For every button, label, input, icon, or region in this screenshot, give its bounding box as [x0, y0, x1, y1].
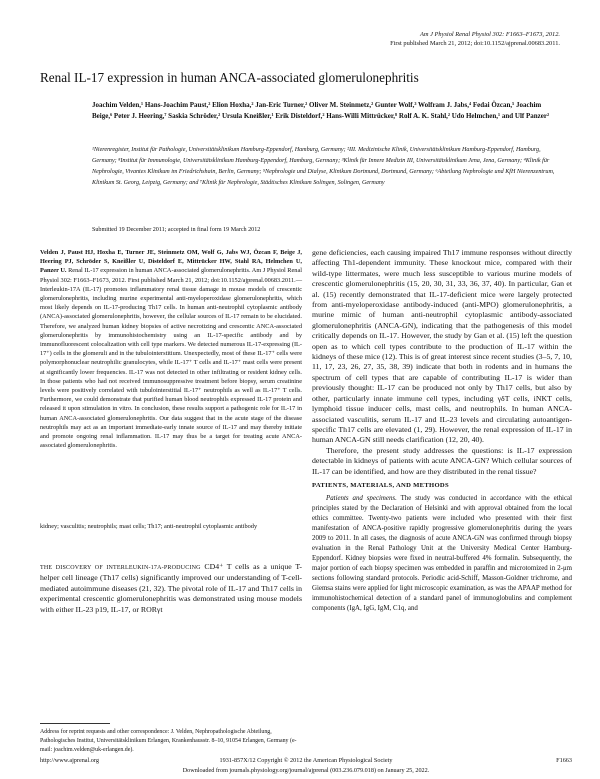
abstract — [40, 248, 302, 450]
abstract-citation-authors: Velden J, Paust HJ, Hoxha E, Turner JE, Steinmetz OM, Wolf G, Jabs WJ, Özcan F, Beige J, Heering PJ, Schröder S, Kneißler U, Disteldorf E, Mittrücker HW, Stahl RA, Helmchen U, Panzer U. — [40, 249, 302, 275]
intro-lead: THE DISCOVERY OF INTERLEUKIN-17A-PRODUCING — [40, 565, 201, 571]
intro-paragraph-2: Therefore, the present study addresses the questions: is IL-17 expression detectable in kidneys of patients with acute ANCA-GN? Which cellular sources of IL-17 can be identified, and how are they distributed in the renal tissue? — [312, 445, 572, 476]
abstract-body: Interleukin-17A (IL-17) promotes inflammatory renal tissue damage in mouse models of crescentic glomerulonephritis, including murine experimental anti-myeloperoxidase glomerulonephritis, which most likely depends on IL-17-producing Th17 cells. In human anti-neutrophil cytoplasmic antibody (ANCA)-associated glomerulonephritis, however, the cellular sources of IL-17 remain to be elucidated. Therefore, we analyzed human kidney biopsies of active necrotizing and crescentic ANCA-associated glomerulonephritis by immunohistochemistry using an IL-17-specific antibody and by immunofluorescent colocalization with cell type markers. We detected numerous IL-17-expressing (IL-17⁺) cells in the glomeruli and in the tubulointerstitium. Unexpectedly, most of these IL-17⁺ cells were polymorphonuclear neutrophilic granulocytes, while IL-17⁺ T cells and IL-17⁺ mast cells were present at significantly lower frequencies. IL-17 was not detected in other infiltrating or resident kidney cells. In those patients who had not received immunosuppressive treatment before biopsy, serum creatinine levels were positively correlated with tubulointerstitial IL-17⁺ neutrophils as well as IL-17⁺ T cells. Furthermore, we could demonstrate that purified human blood neutrophils expressed IL-17 protein and released it upon stimulation in vitro. In conclusion, these results support a pathogenic role for IL-17 in human ANCA-associated glomerulonephritis. Our data suggest that in the acute stage of the disease neutrophils may act as an important immediate-early innate source of IL-17 and may thereby initiate and promote ongoing renal inflammation. IL-17 may thus be a target for treating acute ANCA-associated glomerulonephritis. — [40, 285, 302, 450]
intro-paragraph-1: gene deficiencies, each causing impaired Th17 immune responses without directly affecting Th1-dependent immunity. These knockout mice, compared with their wild-type littermates, were much less susceptible to various murine models of crescentic glomerulonephritis (15, 20, 30, 31, 33, 36, 37, 40). In particular, Gan et al. (15) recently demonstrated that IL-17-deficient mice were largely protected from anti-myeloperoxidase antibody-induced (anti-MPO) glomerulonephritis, a murine mimic of human anti-neutrophil cytoplasmic antibody-associated glomerulonephritis (ANCA-GN), indicating that the pathogenesis of this model critically depends on IL-17. However, the study by Gan et al. (15) left the question open as to which cell types contribute to the production of IL-17 within the kidneys of these mice (12). This is of great interest since recent studies (3–5, 7, 10, 11, 17, 23, 26, 27, 35, 38, 39) indicate that both in rodents and in humans the spectrum of cell types that are capable of contributing IL-17 is wider than previously thought: IL-17 can be produced not only by Th17 cells, but also by other, particularly innate immune cell types, including γδT cells, iNKT cells, lymphoid tissue inducer cells, mast cells, and neutrophils. In human ANCA-associated vasculitis, serum IL-17 and IL-23 levels and circulating autoantigen-specific Th17 cells are elevated (1, 29). However, the renal expression of IL-17 in human ANCA-GN still needs clarification (12, 20, 40). — [312, 248, 572, 445]
affiliations: ¹Nierenregister, Institut für Pathologie, Universitätsklinikum Hamburg-Eppendorf, Hamburg, Germany; ²III. Medizinische Klinik, Universitätsklinikum Hamburg-Eppendorf, Hamburg, Germany; ⁸Institut für Immunologie, Universitätsklinikum Hamburg-Eppendorf, Hamburg, Germany; ³Klinik für Innere Medizin III, Universitätsklinikum Jena, Jena, Germany; ⁴Klinik für Nephrologie, Vivantes Klinikum im Friedrichshain, Berlin, Germany; ⁵Nephrologie und Dialyse, Klinikum Dortmund, Dortmund, Germany; ⁶Abteilung Nephrologie und KfH Nierenzentrum, Klinikum St. Georg, Leipzig, Germany; and ⁷Klinik für Nephrologie, Städtisches Klinikum Solingen, Solingen, Germany — [92, 147, 555, 186]
intro-text: CD4⁺ T cells as a unique T-helper cell lineage (Th17 cells) significantly improved our understanding of T-cell-mediated autoimmune diseases (21, 32). The pivotal role of IL-17 and Th17 cells in experimental crescentic glomerulonephritis was demonstrated using mouse models with either IL-23 p19, IL-17, or RORγt — [40, 562, 302, 614]
methods-paragraph — [312, 494, 572, 614]
submission-dates: Submitted 19 December 2011; accepted in final form 19 March 2012 — [92, 227, 261, 233]
introduction — [40, 562, 302, 615]
journal-url[interactable]: http://www.ajprenal.org — [40, 757, 99, 764]
abstract-citation: Renal IL-17 expression in human ANCA-associated glomerulonephritis. Am J Physiol Renal Physiol 302: F1663–F1673, 2012. First published March 21, 2012; doi:10.1152/ajprenal.00683.2011.— — [40, 267, 302, 284]
methods-text: The study was conducted in accordance with the ethical principles stated by the Declaration of Helsinki and with approval obtained from the local ethics committee. Twenty-two patients were included who presented with their first manifestation of ANCA-positive rapidly progressive glomerulonephritis during the years 2009 to 2011. In all cases, the diagnosis of acute ANCA-GN was confirmed through biopsy evaluation in the Renal Pathology Unit at the University Medical Center Hamburg-Eppendorf. Kidney biopsies were fixed in neutral-buffered 4% formalin. Subsequently, the major portion of each biopsy specimen was embedded in paraffin and microtomized in 2-μm sections following standard protocols. Periodic acid-Schiff, Masson-Goldner trichrome, and Giemsa stains were applied for light microscopic examination, as was the APAAP method for immunohistochemical detection of a standard panel of immunoglobulins and complement components (IgA, IgG, IgM, C1q, and — [312, 495, 572, 613]
author-list: Joachim Velden,¹ Hans-Joachim Paust,² Elion Hoxha,² Jan-Eric Turner,² Oliver M. Steinmetz,² Gunter Wolf,³ Wolfram J. Jabs,⁴ Fedai Özcan,⁵ Joachim Beige,⁶ Peter J. Heering,⁷ Saskia Schröder,² Ursula Kneißler,¹ Erik Disteldorf,² Hans-Willi Mittrücker,⁸ Rolf A. K. Stahl,² Udo Helmchen,¹ and Ulf Panzer² — [92, 101, 550, 120]
copyright: 1931-857X/12 Copyright © 2012 the American Physiological Society — [219, 757, 393, 764]
first-published-doi: First published March 21, 2012; doi:10.1152/ajprenal.00683.2011. — [390, 40, 560, 47]
journal-citation: Am J Physiol Renal Physiol 302: F1663–F1673, 2012. — [419, 31, 560, 38]
footnote-divider — [40, 723, 110, 724]
methods-subheading: Patients and specimens. — [326, 495, 397, 503]
journal-header — [300, 30, 560, 48]
download-notice: Downloaded from journals.physiology.org/journal/ajprenal (003.236.079.018) on January 25, 2022. — [182, 767, 430, 774]
article-title: Renal IL-17 expression in human ANCA-associated glomerulonephritis — [40, 70, 419, 85]
page-number: F1663 — [556, 757, 572, 764]
right-column — [312, 248, 572, 614]
keywords: kidney; vasculitis; neutrophils; mast cells; Th17; anti-neutrophil cytoplasmic antibody — [40, 523, 258, 530]
methods-heading: PATIENTS, MATERIALS, AND METHODS — [312, 481, 449, 489]
correspondence-footnote: Address for reprint requests and other correspondence: J. Velden, Nephropathologische Abteilung, Pathologisches Institut, Universitätsklinikum Erlangen, Krankenhausstr. 8–10, 91054 Erlangen, Germany (e-mail: joachim.velden@uk-erlangen.de). — [40, 729, 297, 753]
